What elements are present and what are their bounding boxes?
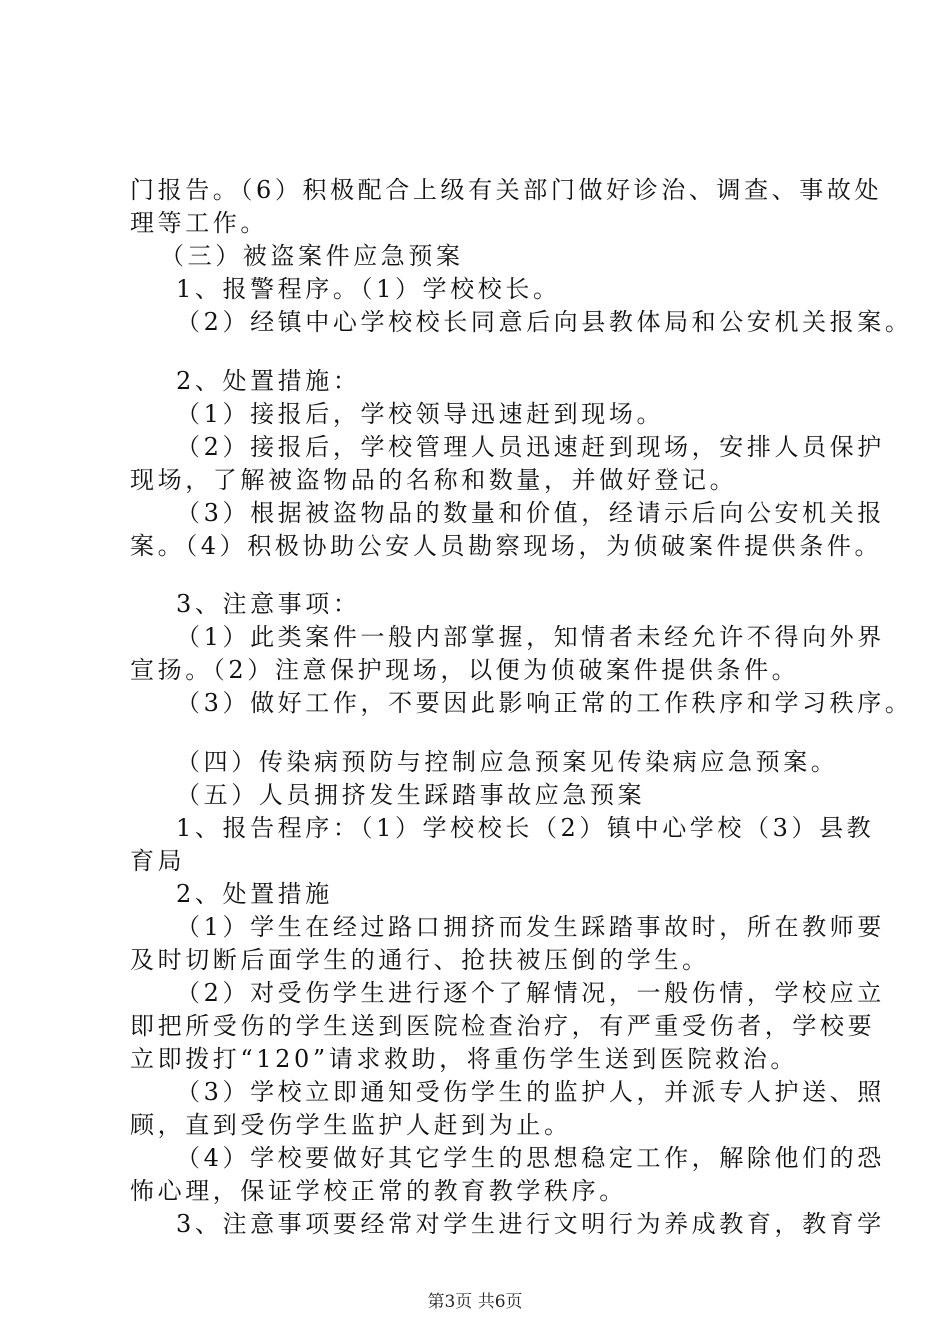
- text-line: 3、注意事项要经常对学生进行文明行为养成教育，教育学: [176, 1210, 885, 1238]
- text-line: 即把所受伤的学生送到医院检查治疗，有严重受伤者，学校要: [130, 1012, 876, 1040]
- text-line: 顾，直到受伤学生监护人赶到为止。: [130, 1111, 572, 1139]
- page-footer: 第3页 共6页: [427, 1292, 523, 1312]
- text-line: （1）学生在经过路口拥挤而发生踩踏事故时，所在教师要: [176, 913, 885, 941]
- text-line: 立即拨打“120”请求救助，将重伤学生送到医院救治。: [130, 1045, 798, 1073]
- text-line: （五）人员拥挤发生踩踏事故应急预案: [176, 781, 646, 809]
- text-line: 3、注意事项：: [176, 590, 361, 618]
- text-line: 宣扬。（2）注意保护现场，以便为侦破案件提供条件。: [130, 656, 800, 684]
- text-line: （1）接报后，学校领导迅速赶到现场。: [176, 400, 665, 428]
- text-line: 1、报告程序：（1）学校校长（2）镇中心学校（3）县教: [176, 814, 875, 842]
- text-line: 2、处置措施: [176, 880, 333, 908]
- text-line: （3）做好工作，不要因此影响正常的工作秩序和学习秩序。: [176, 689, 913, 717]
- text-line: （2）接报后，学校管理人员迅速赶到现场，安排人员保护: [176, 433, 885, 461]
- text-line: （1）此类案件一般内部掌握，知情者未经允许不得向外界: [176, 623, 885, 651]
- text-line: （3）学校立即通知受伤学生的监护人，并派专人护送、照: [176, 1078, 885, 1106]
- text-line: （三）被盗案件应急预案: [160, 242, 464, 270]
- text-line: （四）传染病预防与控制应急预案见传染病应急预案。: [176, 748, 839, 776]
- text-line: （2）对受伤学生进行逐个了解情况，一般伤情，学校应立: [176, 979, 885, 1007]
- text-line: 案。（4）积极协助公安人员勘察现场，为侦破案件提供条件。: [130, 532, 883, 560]
- text-line: 门报告。（6）积极配合上级有关部门做好诊治、调查、事故处: [130, 176, 883, 204]
- text-line: 2、处置措施：: [176, 367, 361, 395]
- text-line: 现场，了解被盗物品的名称和数量，并做好登记。: [130, 466, 738, 494]
- text-line: 及时切断后面学生的通行、抢扶被压倒的学生。: [130, 946, 710, 974]
- text-line: 1、报警程序。（1）学校校长。: [176, 275, 561, 303]
- text-line: 育局: [130, 847, 186, 875]
- text-line: 怖心理，保证学校正常的教育教学秩序。: [130, 1177, 627, 1205]
- text-line: 理等工作。: [130, 209, 268, 237]
- text-line: （4）学校要做好其它学生的思想稳定工作，解除他们的恐: [176, 1144, 885, 1172]
- text-line: （2）经镇中心学校校长同意后向县教体局和公安机关报案。: [176, 308, 913, 336]
- text-line: （3）根据被盗物品的数量和价值，经请示后向公安机关报: [176, 499, 885, 527]
